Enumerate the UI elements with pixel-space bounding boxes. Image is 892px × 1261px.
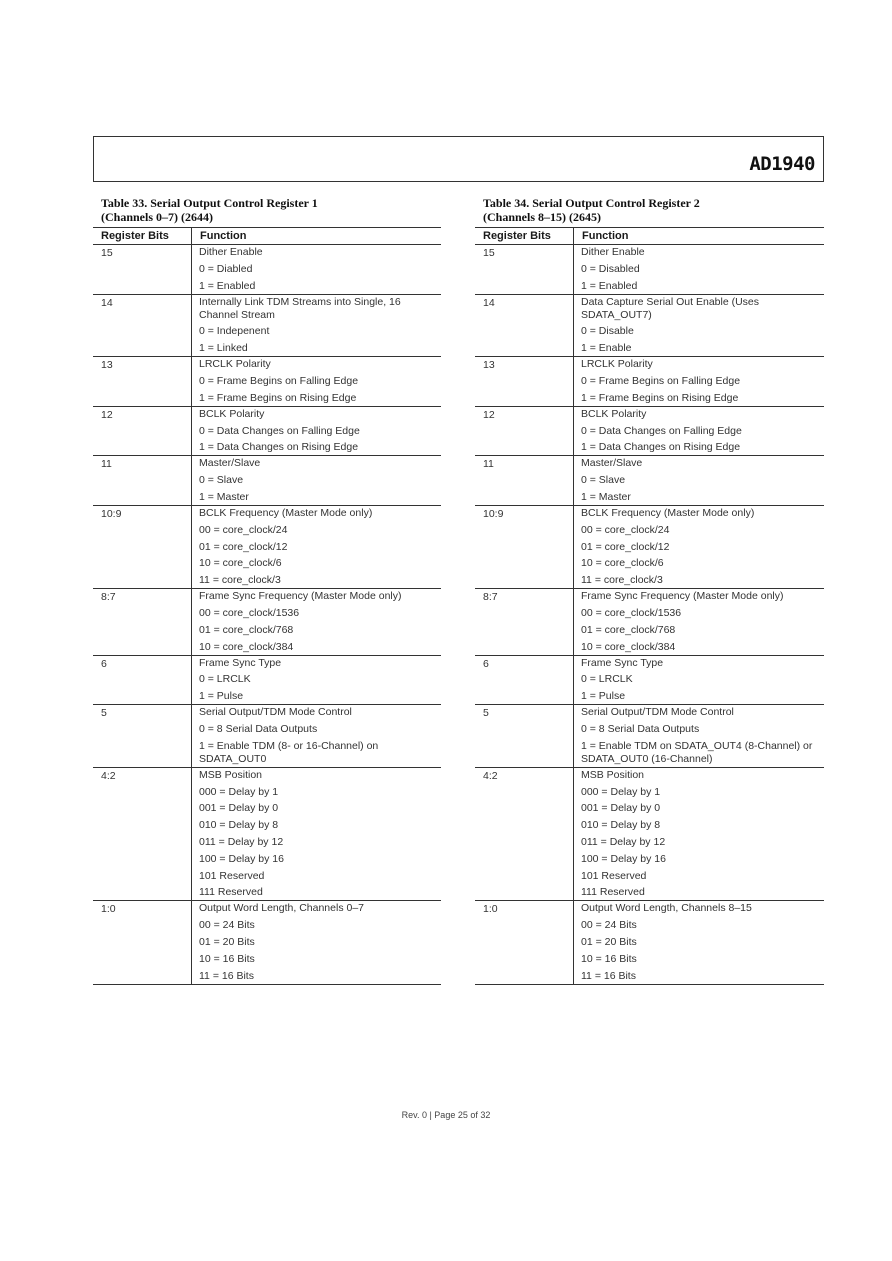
- function-line: 10 = 16 Bits: [199, 952, 255, 965]
- function-cell: [192, 245, 442, 295]
- function-cell: [574, 406, 825, 456]
- table-row: [93, 655, 441, 705]
- table-row: [93, 456, 441, 506]
- table-row: [475, 655, 824, 705]
- function-line: 1 = Frame Begins on Rising Edge: [199, 391, 357, 404]
- function-cell: [574, 901, 825, 984]
- function-line: Internally Link TDM Streams into Single, 16 Channel Stream: [199, 295, 401, 321]
- table-row: [93, 589, 441, 655]
- function-line: LRCLK Polarity: [581, 358, 653, 371]
- function-line: 1 = Pulse: [581, 690, 626, 703]
- register-bits-cell: 13: [475, 357, 574, 407]
- function-line: Master/Slave: [581, 457, 643, 470]
- table-row: [93, 901, 441, 984]
- caption-subtitle: (Channels 8–15) (2645): [483, 210, 602, 224]
- table-row: [93, 357, 441, 407]
- function-line: BCLK Frequency (Master Mode only): [199, 506, 373, 519]
- function-line: 1 = Master: [199, 490, 249, 503]
- function-line: 10 = core_clock/6: [199, 557, 282, 570]
- table-row: [475, 589, 824, 655]
- function-line: Output Word Length, Channels 8–15: [581, 902, 752, 915]
- function-line: Frame Sync Frequency (Master Mode only): [581, 590, 784, 603]
- function-line: 10 = core_clock/384: [581, 640, 676, 653]
- function-cell: [574, 589, 825, 655]
- function-line: 1 = Enabled: [581, 279, 638, 292]
- function-line: 1 = Data Changes on Rising Edge: [581, 441, 741, 454]
- function-line: MSB Position: [581, 768, 645, 781]
- col-header-register-bits: Register Bits: [475, 228, 574, 245]
- function-line: 00 = core_clock/24: [581, 523, 670, 536]
- function-line: 00 = 24 Bits: [581, 919, 637, 932]
- function-line: MSB Position: [199, 768, 263, 781]
- function-line: 1 = Enable TDM on SDATA_OUT4 (8-Channel) or SDATA_OUT0 (16-Channel): [581, 739, 813, 765]
- table-body: [475, 245, 824, 985]
- function-cell: [574, 456, 825, 506]
- function-line: 1 = Frame Begins on Rising Edge: [581, 391, 739, 404]
- table-caption: [475, 196, 824, 224]
- function-line: 100 = Delay by 16: [199, 852, 284, 865]
- register-bits-cell: 6: [475, 655, 574, 705]
- function-line: 1 = Linked: [199, 342, 248, 355]
- function-line: 01 = 20 Bits: [199, 935, 255, 948]
- function-line: 01 = 20 Bits: [581, 935, 637, 948]
- table-row: [93, 505, 441, 588]
- table-row: [93, 294, 441, 357]
- function-line: Data Capture Serial Out Enable (Uses SDATA_OUT7): [581, 295, 760, 321]
- function-line: 1 = Enable: [581, 342, 632, 355]
- table-body: [93, 245, 441, 985]
- page-header-box: [93, 136, 824, 182]
- function-line: 11 = core_clock/3: [581, 574, 663, 587]
- function-line: 010 = Delay by 8: [581, 819, 661, 832]
- register-bits-cell: 11: [475, 456, 574, 506]
- table-row: [93, 245, 441, 295]
- function-line: Dither Enable: [581, 246, 645, 258]
- table-row: [475, 505, 824, 588]
- function-line: 0 = LRCLK: [199, 673, 251, 686]
- function-line: Frame Sync Type: [581, 656, 664, 669]
- function-line: 11 = core_clock/3: [199, 574, 281, 587]
- register-bits-cell: 15: [93, 245, 192, 295]
- function-cell: [574, 655, 825, 705]
- caption-subtitle: (Channels 0–7) (2644): [101, 210, 214, 224]
- function-line: 001 = Delay by 0: [581, 802, 661, 815]
- function-line: 01 = core_clock/768: [581, 623, 676, 636]
- function-cell: [192, 589, 442, 655]
- register-bits-cell: 4:2: [475, 767, 574, 901]
- table-34: [475, 196, 824, 985]
- register-bits-cell: 14: [93, 294, 192, 357]
- function-line: 0 = 8 Serial Data Outputs: [581, 722, 700, 735]
- function-cell: [574, 767, 825, 901]
- function-line: 0 = LRCLK: [581, 673, 633, 686]
- register-bits-cell: 8:7: [475, 589, 574, 655]
- register-bits-cell: 1:0: [93, 901, 192, 984]
- table-header-row: [475, 228, 824, 245]
- function-line: BCLK Polarity: [581, 407, 647, 420]
- register-bits-cell: 6: [93, 655, 192, 705]
- function-line: 111 Reserved: [581, 886, 645, 899]
- table-row: [475, 406, 824, 456]
- function-line: Dither Enable: [199, 246, 263, 258]
- col-header-register-bits: Register Bits: [93, 228, 192, 245]
- table-row: [93, 406, 441, 456]
- function-cell: [192, 655, 442, 705]
- function-line: 1 = Master: [581, 490, 631, 503]
- function-line: 00 = core_clock/1536: [581, 606, 682, 619]
- function-line: 011 = Delay by 12: [581, 835, 666, 848]
- register-bits-cell: 10:9: [475, 505, 574, 588]
- function-line: BCLK Polarity: [199, 407, 265, 420]
- register-bits-cell: 1:0: [475, 901, 574, 984]
- col-header-function: Function: [574, 228, 825, 245]
- function-line: 10 = core_clock/6: [581, 557, 664, 570]
- function-line: 00 = 24 Bits: [199, 919, 255, 932]
- function-line: 000 = Delay by 1: [581, 785, 661, 798]
- function-cell: [574, 294, 825, 357]
- table-row: [475, 357, 824, 407]
- function-line: 1 = Enable TDM (8- or 16-Channel) on SDATA_OUT0: [199, 739, 379, 765]
- function-line: 00 = core_clock/1536: [199, 606, 300, 619]
- function-line: 0 = Slave: [199, 474, 244, 487]
- register-bits-cell: 8:7: [93, 589, 192, 655]
- function-line: Output Word Length, Channels 0–7: [199, 902, 365, 915]
- register-table: [93, 227, 441, 985]
- function-line: LRCLK Polarity: [199, 358, 271, 371]
- function-line: Frame Sync Type: [199, 656, 282, 669]
- function-cell: [574, 505, 825, 588]
- table-row: [475, 901, 824, 984]
- table-33: [93, 196, 441, 985]
- function-line: 11 = 16 Bits: [199, 969, 254, 982]
- table-row: [475, 456, 824, 506]
- table-row: [475, 294, 824, 357]
- function-line: 101 Reserved: [199, 869, 265, 882]
- function-line: 01 = core_clock/12: [199, 540, 288, 553]
- function-line: Master/Slave: [199, 457, 261, 470]
- function-cell: [574, 245, 825, 295]
- register-bits-cell: 12: [475, 406, 574, 456]
- function-line: 0 = Disabled: [581, 262, 640, 275]
- table-row: [475, 705, 824, 768]
- part-number: AD1940: [749, 153, 815, 175]
- function-cell: [574, 357, 825, 407]
- function-line: 1 = Pulse: [199, 690, 244, 703]
- function-line: 111 Reserved: [199, 886, 263, 899]
- table-header-row: [93, 228, 441, 245]
- table-caption: [93, 196, 441, 224]
- register-bits-cell: 10:9: [93, 505, 192, 588]
- function-line: 010 = Delay by 8: [199, 819, 279, 832]
- register-bits-cell: 5: [93, 705, 192, 768]
- function-cell: [192, 901, 442, 984]
- function-cell: [192, 767, 442, 901]
- table-row: [93, 767, 441, 901]
- function-line: 001 = Delay by 0: [199, 802, 279, 815]
- function-cell: [192, 357, 442, 407]
- caption-title: Table 34. Serial Output Control Register 2: [483, 196, 700, 210]
- function-line: 10 = core_clock/384: [199, 640, 294, 653]
- function-line: 0 = Frame Begins on Falling Edge: [581, 374, 741, 387]
- function-line: 100 = Delay by 16: [581, 852, 666, 865]
- function-cell: [192, 406, 442, 456]
- function-line: 0 = 8 Serial Data Outputs: [199, 722, 318, 735]
- function-cell: [192, 456, 442, 506]
- register-bits-cell: 12: [93, 406, 192, 456]
- function-line: Frame Sync Frequency (Master Mode only): [199, 590, 402, 603]
- function-line: 0 = Disable: [581, 325, 634, 338]
- function-line: 00 = core_clock/24: [199, 523, 288, 536]
- function-line: 11 = 16 Bits: [581, 969, 636, 982]
- register-table: [475, 227, 824, 985]
- function-line: 1 = Enabled: [199, 279, 256, 292]
- function-line: 0 = Slave: [581, 474, 626, 487]
- function-line: Serial Output/TDM Mode Control: [581, 706, 734, 719]
- register-bits-cell: 5: [475, 705, 574, 768]
- function-line: BCLK Frequency (Master Mode only): [581, 506, 755, 519]
- caption-title: Table 33. Serial Output Control Register 1: [101, 196, 318, 210]
- register-bits-cell: 4:2: [93, 767, 192, 901]
- function-cell: [574, 705, 825, 768]
- function-line: 0 = Indepenent: [199, 325, 270, 338]
- function-line: 01 = core_clock/12: [581, 540, 670, 553]
- function-line: 1 = Data Changes on Rising Edge: [199, 441, 359, 454]
- function-line: 000 = Delay by 1: [199, 785, 279, 798]
- function-line: 01 = core_clock/768: [199, 623, 294, 636]
- function-cell: [192, 505, 442, 588]
- register-bits-cell: 14: [475, 294, 574, 357]
- function-line: 101 Reserved: [581, 869, 647, 882]
- col-header-function: Function: [192, 228, 442, 245]
- function-line: Serial Output/TDM Mode Control: [199, 706, 352, 719]
- register-bits-cell: 15: [475, 245, 574, 295]
- table-row: [475, 245, 824, 295]
- register-bits-cell: 13: [93, 357, 192, 407]
- function-line: 011 = Delay by 12: [199, 835, 284, 848]
- function-cell: [192, 294, 442, 357]
- page-footer: Rev. 0 | Page 25 of 32: [401, 1110, 491, 1120]
- function-line: 10 = 16 Bits: [581, 952, 637, 965]
- function-cell: [192, 705, 442, 768]
- table-row: [93, 705, 441, 768]
- function-line: 0 = Data Changes on Falling Edge: [581, 424, 742, 437]
- function-line: 0 = Data Changes on Falling Edge: [199, 424, 360, 437]
- table-row: [475, 767, 824, 901]
- function-line: 0 = Frame Begins on Falling Edge: [199, 374, 359, 387]
- function-line: 0 = Diabled: [199, 262, 253, 275]
- register-bits-cell: 11: [93, 456, 192, 506]
